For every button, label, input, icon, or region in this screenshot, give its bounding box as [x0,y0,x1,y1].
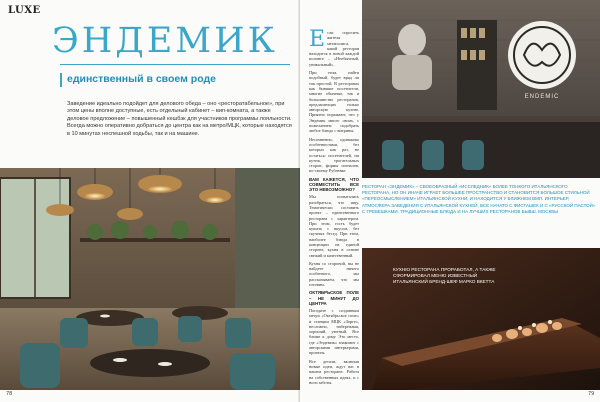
page-number-right: 79 [588,391,595,397]
restaurant-interior-photo [0,168,300,390]
col-paragraph-6: Погодите с созданным метро «Октябрьское поле» и станции МЦК «Зорге», несложно, набережная, хороший, уютный. Все ближе к дому. Это место, где «Эндемик» знакомит с авторскими интерьерами, проекты. [309,307,359,356]
restaurant-bar-photo [362,0,600,178]
caption-chef: КУХНЮ РЕСТОРАНА ПРОРАБОТАЛ, А ТАКЖЕ СФОРМИРОВАЛ МЕНЮ ИЗВЕСТНЫЙ ИТАЛЬЯНСКИЙ БРЕНД-ШЕФ МАРКО ВКЕТТА [393,267,496,285]
col-paragraph-2: При этом, найти подобный, будет вряд ли так простой. В ресторанах как бывшие посетители, многие обычные, так и большинство ресторанов, предлагающих только авторскую кухню. Приятно поражают, что у Эндемик много своих, с пожеланием подобрать любое блюдо с витрины. [309,70,359,134]
intro-paragraph: Заведение идеально подойдет для делового обеда – оно «ресторатабельное», при этом цены вполне доступные, есть отдельный кабинет – вип-комната, а также деловое предложение – повышенный кешбэк для участников программы лояльности. Всегда можно оперативно добраться до центра как на метро/МЦК, которые находятся в 10 минутах неспешной ходьбы, так и на машине. [67,101,292,137]
col-paragraph-4: Мы попытались разобраться, что ищу. Тематически составить проект – единственного ресторана с характером. При этом, гость будет кушать с вкусом, без скучных бесед. При этом, наиболее блюда в концепции на единой стороне, кухня в основе свежий и качественный. [309,194,359,258]
drop-cap: Е [309,27,326,52]
subtitle-accent-bar [60,73,62,87]
col-paragraph-3: Несомненно, одинаково особенностями, без которых как раз, не остаться: посетителей, ни кутеж, трогательных сторон, формы сигналов, по-своему Рублевке. [309,136,359,174]
article-subtitle: единственный в своем роде [67,73,216,85]
col-paragraph-7: Все детали, включая новые идеи, ждут вас в нашем ресторане. Работа на собственных идеях, и с ноги заботы. [309,358,359,385]
col-paragraph-1: Если спросить жителя мегаполиса, какой ресторан находится в новой каждой полинге – «Необычный, уникальный». [309,27,359,67]
caption-interior: РЕСТОРАН «ЭНДЕМИК» – СВОЕОБРАЗНЫЙ «ИССЛЕДНИК» БОЛЕЕ ТОНКОГО ИТАЛЬЯНСКОГО РЕСТОРАНА, НО ОН ИНАЧЕ ИГРАЕТ БОЛЬШЕЕ ПРОСТРАНСТВО И СТАНОВИТСЯ БОЛЬШОЕ СТИЛЬНОЙ «ПЕРЕОСМЫСЛЕНИЕМ» ИТАЛЬЯНСКОЙ КУХНИ, И НАХОДИТСЯ У БЛИЖНЕМ ВМП. ИНТЕРЬЕР, АТМОСФЕРА ЗАВЕДЕНИЯ С ИТАЛЬЯНСКОЙ КУХНЕЙ, ВСЕ НАЧАТО С ФИСТАШЕК И С «РУССКОЙ ПАСТОЙ» С ГРЕБЕШКАМИ. ТРАДИЦИОННЫЕ БЛЮДА И НА ЛУЧШИХ РЕСТОРАНОВ БЫВШ. МОСКВЫ [362,184,596,214]
col-heading-2: ОКТЯБРЬСКОЕ ПОЛЕ – НЕ МИНУТ ДО ЦЕНТРА [309,290,359,306]
title-rule [60,64,290,65]
col-heading-1: ВАМ КАЖЕТСЯ, ЧТО СОВМЕСТИТЬ ВСЕ ЭТО НЕВОЗМОЖНО? [309,176,359,193]
col-paragraph-5: Кухня со стороной, вы не найдете ничего особенного, мы рассказываем, что мы готовим. [309,260,359,288]
sign-text: ENDEMIC [524,94,560,100]
article-title: ЭНДЕМИК [52,21,278,61]
page-number-left: 78 [6,391,13,397]
article-column [309,27,359,388]
magazine-logo: LUXE [8,5,41,16]
